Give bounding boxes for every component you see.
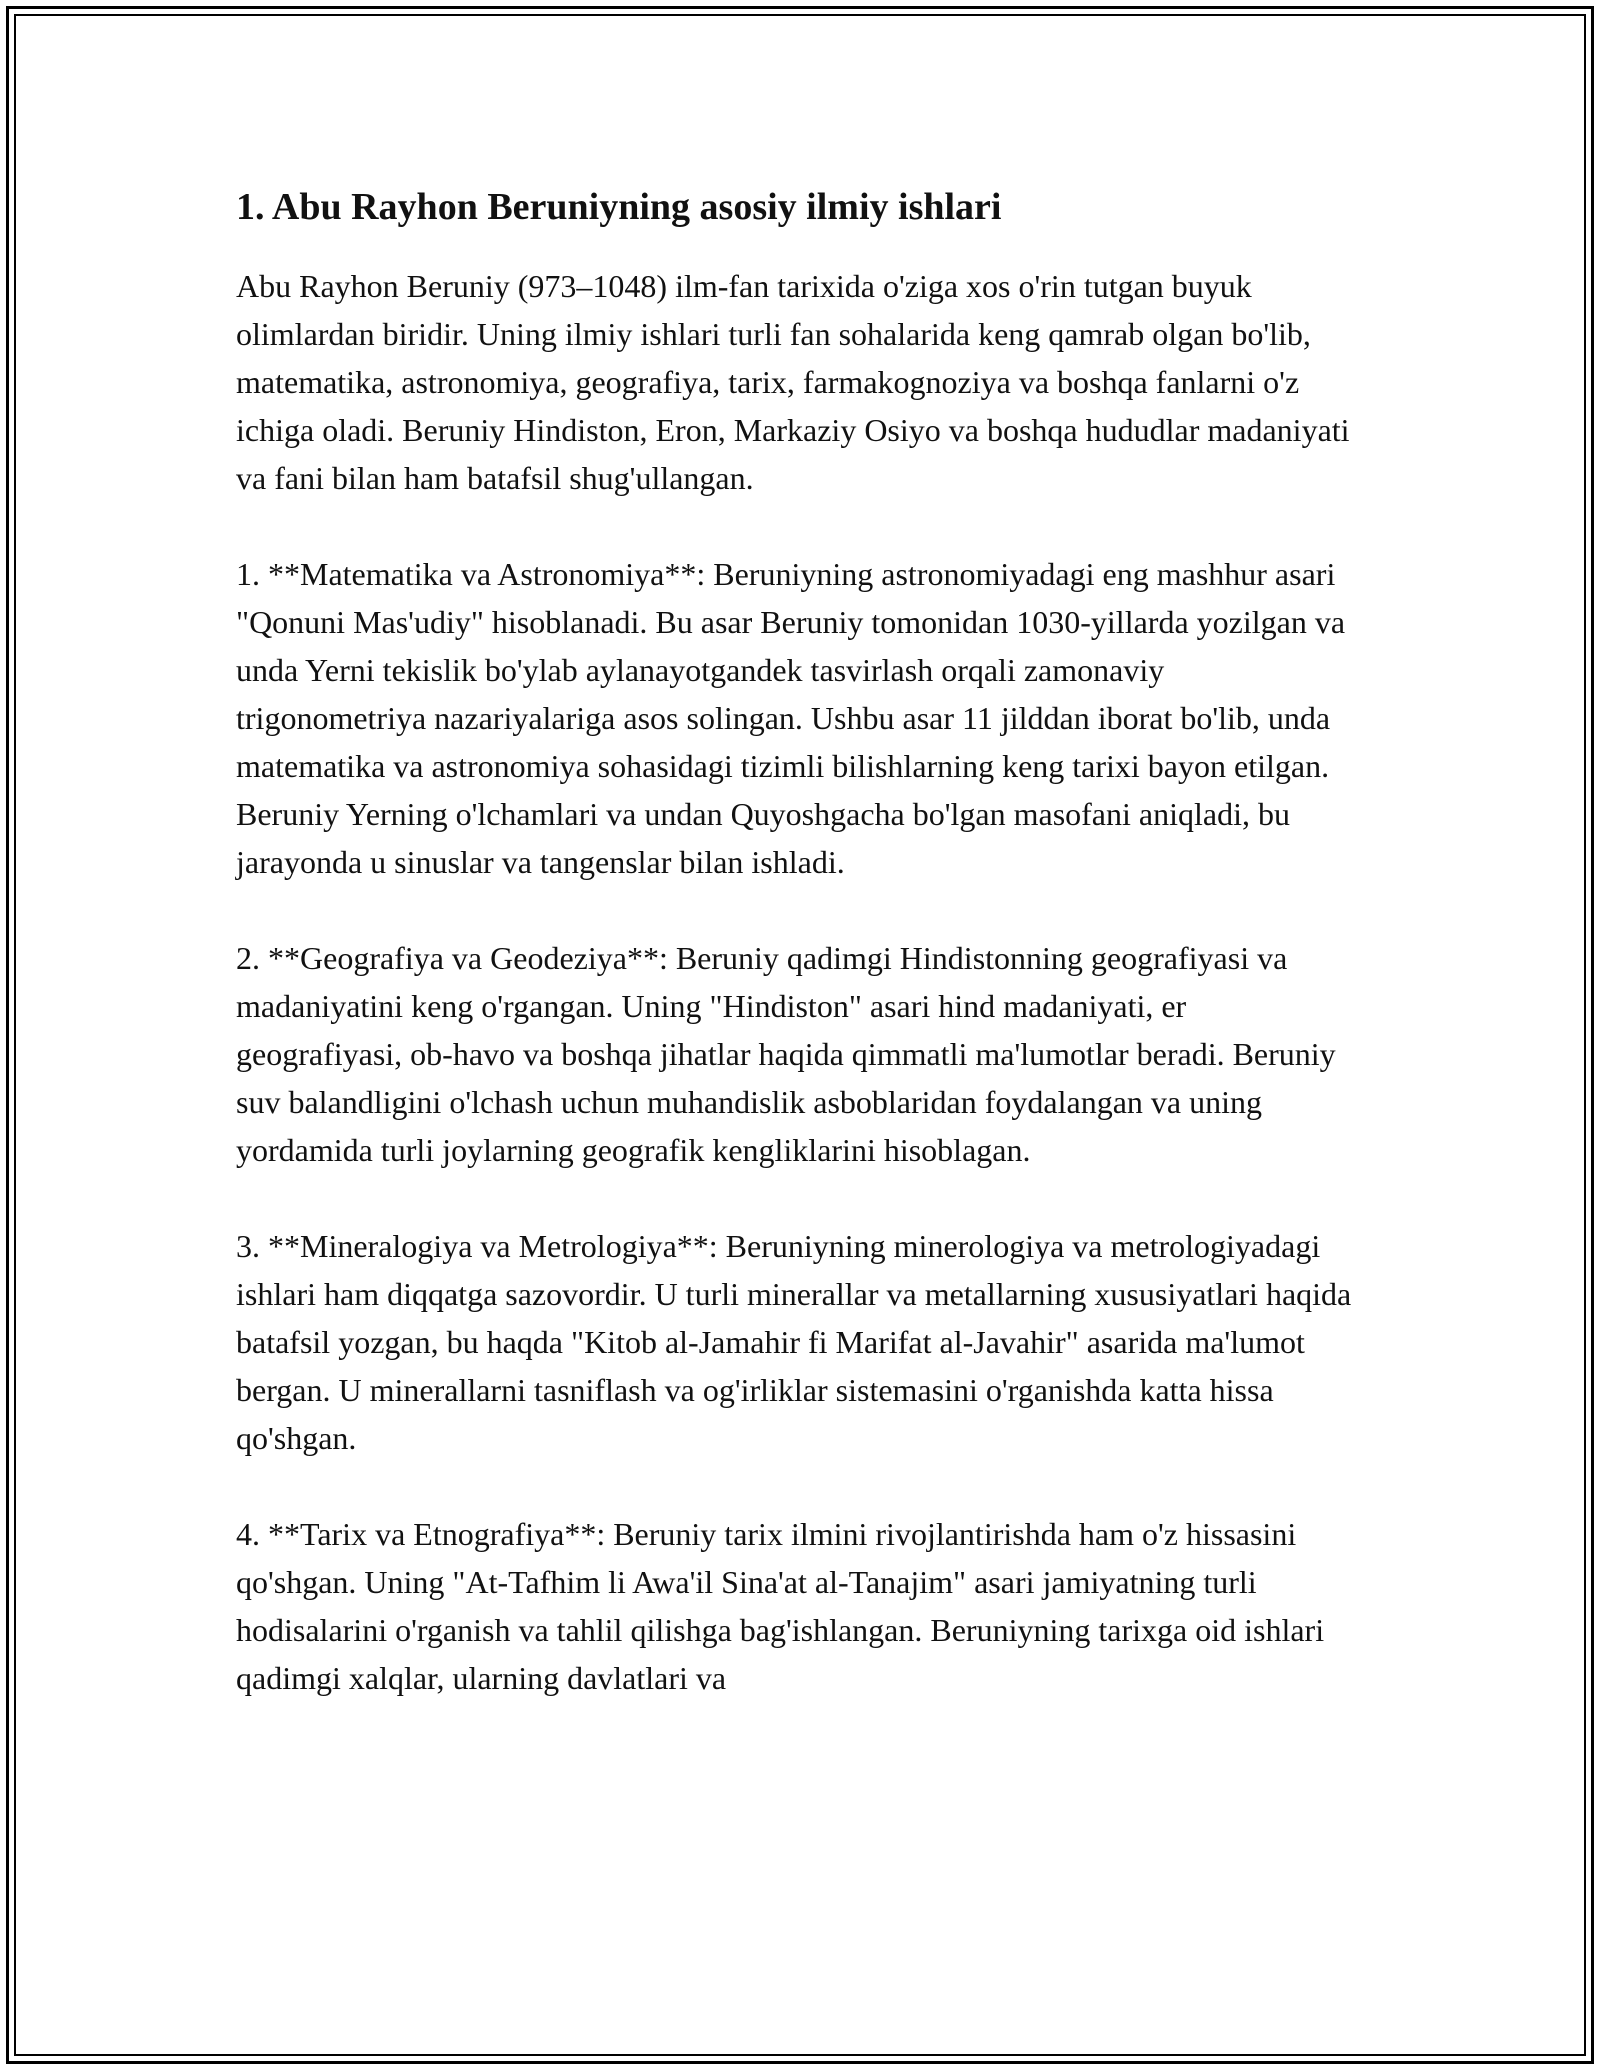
document-title: 1. Abu Rayhon Beruniyning asosiy ilmiy ishlari [236,186,1002,228]
section-history-ethnography: 4. **Tarix va Etnografiya**: Beruniy tarix ilmini rivojlantirishda ham o'z hissasini qo'shgan. Uning "At-Tafhim li Awa'il Sina'at al-Tanajim" asari jamiyatning turli hodisalarini o'rganish va tahlil qilishga bag'ishlangan. Beruniyning tarixga oid ishlari qadimgi xalqlar, ularning davlatlari va [236,1515,1325,1696]
intro-paragraph: Abu Rayhon Beruniy (973–1048) ilm-fan tarixida o'ziga xos o'rin tutgan buyuk olimlardan biridir. Uning ilmiy ishlari turli fan sohalarida keng qamrab olgan bo'lib, matematika, astronomiya, geografiya, tarix, farmakognoziya va boshqa fanlarni o'z ichiga oladi. Beruniy Hindiston, Eron, Markaziy Osiyo va boshqa hududlar madaniyati va fani bilan ham batafsil shug'ullangan. [236,267,1350,496]
section-mathematics-astronomy: 1. **Matematika va Astronomiya**: Beruniyning astronomiyadagi eng mashhur asari "Qonuni Mas'udiy" hisoblanadi. Bu asar Beruniy tomonidan 1030-yillarda yozilgan va unda Yerni tekislik bo'ylab aylanayotgandek tasvirlash orqali zamonaviy trigonometriya nazariyalariga asos solingan. Ushbu asar 11 jilddan iborat bo'lib, unda matematika va astronomiya sohasidagi tizimli bilishlarning keng tarixi bayon etilgan. Beruniy Yerning o'lchamlari va undan Quyoshgacha bo'lgan masofani aniqladi, bu jarayonda u sinuslar va tangenslar bilan ishladi. [236,555,1346,880]
section-geography-geodesy: 2. **Geografiya va Geodeziya**: Beruniy qadimgi Hindistonning geografiyasi va madaniyatini keng o'rgangan. Uning "Hindiston" asari hind madaniyati, er geografiyasi, ob-havo va boshqa jihatlar haqida qimmatli ma'lumotlar beradi. Beruniy suv balandligini o'lchash uchun muhandislik asboblaridan foydalangan va uning yordamida turli joylarning geografik kengliklarini hisoblagan. [236,939,1336,1168]
section-mineralogy-metrology: 3. **Mineralogiya va Metrologiya**: Beruniyning minerologiya va metrologiyadagi ishlari ham diqqatga sazovordir. U turli minerallar va metallarning xususiyatlari haqida batafsil yozgan, bu haqda "Kitob al-Jamahir fi Marifat al-Javahir" asarida ma'lumot bergan. U minerallarni tasniflash va og'irliklar sistemasini o'rganishda katta hissa qo'shgan. [236,1227,1352,1456]
document-body [236,184,1356,1750]
